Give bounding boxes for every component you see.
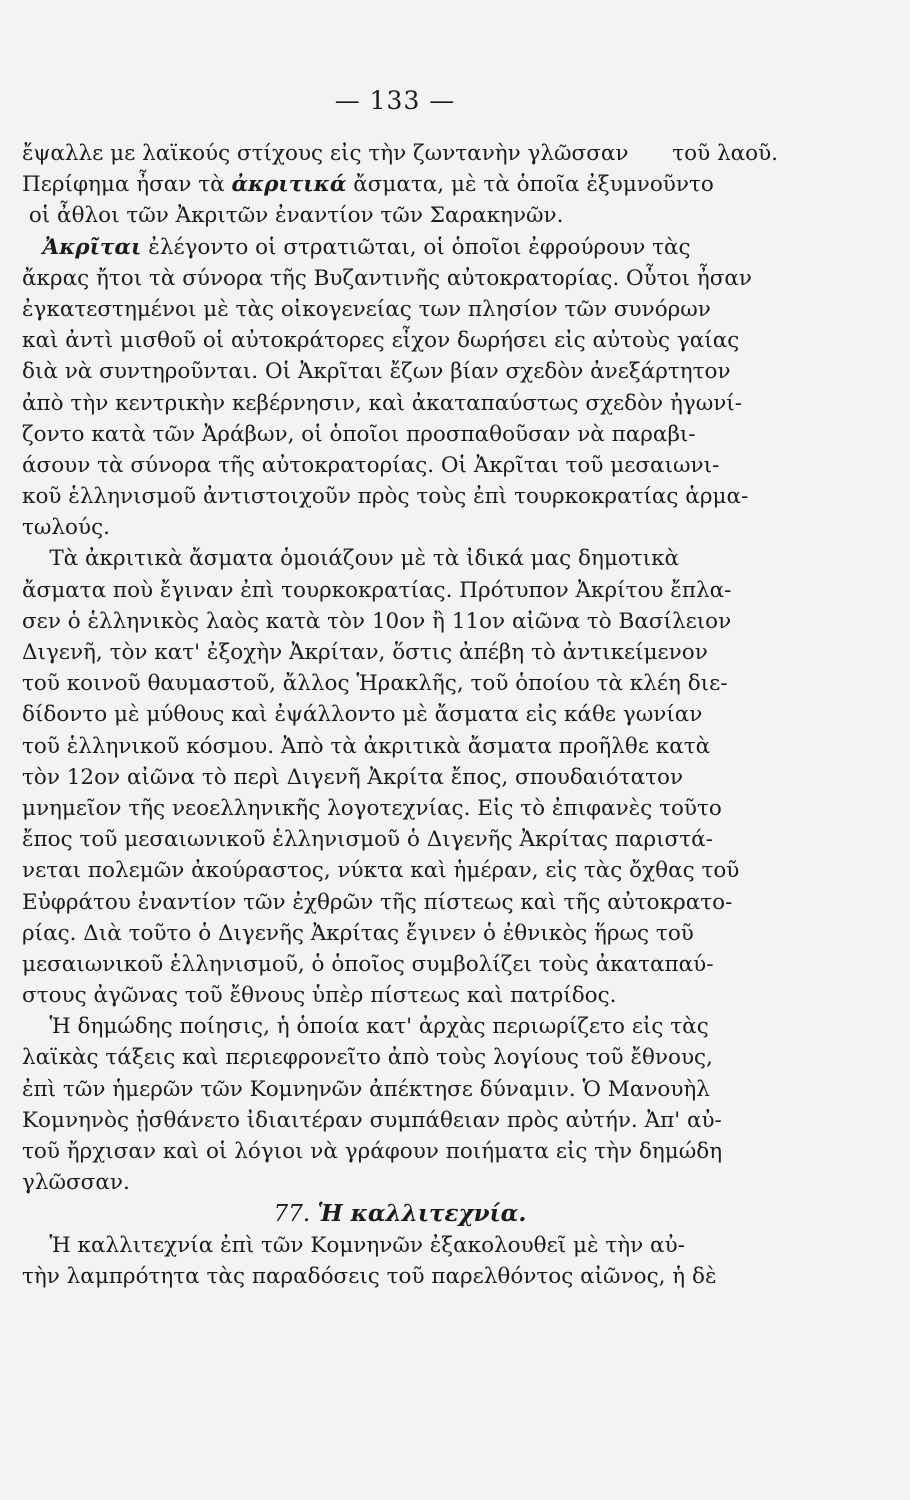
text-line: Κομνηνὸς ᾐσθάνετο ἰδιαιτέραν συμπάθειαν πρὸς αὐτήν. Ἀπ' αὐ- [22, 1107, 722, 1133]
text-line: μεσαιωνικοῦ ἑλληνισμοῦ, ὁ ὁποῖος συμβολίζει τοὺς ἀκαταπαύ- [22, 951, 714, 977]
text-line: Ἀκρῖται ἐλέγοντο οἱ στρατιῶται, οἱ ὁποῖοι ἐφρούρουν τὰς [42, 234, 691, 260]
section-title: Ἡ καλλιτεχνία. [317, 1200, 527, 1228]
text-line: ἄκρας ἤτοι τὰ σύνορα τῆς Βυζαντινῆς αὐτοκρατορίας. Οὗτοι ἦσαν [22, 265, 752, 291]
text-line: στους ἀγῶνας τοῦ ἔθνους ὑπὲρ πίστεως καὶ πατρίδος. [22, 983, 617, 1009]
emphasis-term: Ἀκρῖται [42, 234, 142, 260]
text-line: νεται πολεμῶν ἀκούραστος, νύκτα καὶ ἡμέραν, εἰς τὰς ὄχθας τοῦ [22, 858, 740, 884]
text-line: ρίας. Διὰ τοῦτο ὁ Διγενῆς Ἀκρίτας ἔγινεν ὁ ἐθνικὸς ἥρως τοῦ [22, 920, 694, 946]
text-line: ἀπὸ τὴν κεντρικὴν κεβέρνησιν, καὶ ἀκαταπαύστως σχεδὸν ἠγωνί- [22, 390, 742, 416]
text-line: ζοντο κατὰ τῶν Ἀράβων, οἱ ὁποῖοι προσπαθοῦσαν νὰ παραβι- [22, 421, 696, 447]
text-line: ἔπος τοῦ μεσαιωνικοῦ ἑλληνισμοῦ ὁ Διγενῆς Ἀκρίτας παριστά- [22, 827, 713, 853]
section-number: 77. [273, 1201, 311, 1228]
text-line: σεν ὁ ἑλληνικὸς λαὸς κατὰ τὸν 10ον ἢ 11ον αἰῶνα τὸ Βασίλειον [22, 608, 732, 634]
text-line: Ἡ δημώδης ποίησις, ἡ ὁποία κατ' ἀρχὰς περιωρίζετο εἰς τὰς [49, 1014, 709, 1040]
text-line: τοῦ κοινοῦ θαυμαστοῦ, ἄλλος Ἡρακλῆς, τοῦ ὁποίου τὰ κλέη διε- [22, 671, 728, 697]
text-line: καὶ ἀντὶ μισθοῦ οἱ αὐτοκράτορες εἶχον δωρήσει εἰς αὐτοὺς γαίας [22, 328, 740, 354]
text-line: Διγενῆ, τὸν κατ' ἐξοχὴν Ἀκρίταν, ὅστις ἀπέβη τὸ ἀντικείμενον [22, 640, 708, 665]
text-line: τὸν 12ον αἰῶνα τὸ περὶ Διγενῆ Ἀκρίτα ἔπος, σπουδαιότατον [22, 764, 684, 790]
text-line: διὰ νὰ συντηροῦνται. Οἱ Ἀκρῖται ἔζων βίαν σχεδὸν ἀνεξάρτητον [22, 359, 731, 385]
text-line: άσουν τὰ σύνορα τῆς αὐτοκρατορίας. Οἱ Ἀκρῖται τοῦ μεσαιωνι- [22, 452, 720, 478]
body-text [22, 138, 778, 1292]
text-line: τωλούς. [22, 515, 110, 541]
text-line: λαϊκὰς τάξεις καὶ περιεφρονεῖτο ἀπὸ τοὺς λογίους τοῦ ἔθνους, [22, 1045, 713, 1071]
text-line: δίδοντο μὲ μύθους καὶ ἐψάλλοντο μὲ ἄσματα εἰς κάθε γωνίαν [22, 702, 703, 728]
text-line: κοῦ ἑλληνισμοῦ ἀντιστοιχοῦν πρὸς τοὺς ἐπὶ τουρκοκρατίας ἁρμα- [22, 484, 749, 510]
section-heading [22, 1198, 778, 1229]
text-line: ἐπὶ τῶν ἡμερῶν τῶν Κομνηνῶν ἀπέκτησε δύναμιν. Ὁ Μανουὴλ [22, 1076, 710, 1102]
text-line: Ἡ καλλιτεχνία ἐπὶ τῶν Κομνηνῶν ἐξακολουθεῖ μὲ τὴν αὐ- [49, 1232, 685, 1258]
text-line: γλῶσσαν. [22, 1170, 130, 1196]
text-line: οἱ ἆθλοι τῶν Ἀκριτῶν ἐναντίον τῶν Σαρακηνῶν. [28, 203, 564, 229]
text-line: τὴν λαμπρότητα τὰς παραδόσεις τοῦ παρελθόντος αἰῶνος, ἡ δὲ [22, 1263, 717, 1289]
text-line: τοῦ ἤρχισαν καὶ οἱ λόγιοι νὰ γράφουν ποιήματα εἰς τὴν δημώδη [22, 1139, 723, 1164]
text-line: Εὐφράτου ἐναντίον τῶν ἐχθρῶν τῆς πίστεως καὶ τῆς αὐτοκρατο- [22, 889, 733, 915]
emphasis-term: ἀκριτικά [231, 172, 347, 198]
text-line: ἔψαλλε με λαϊκούς στίχους εἰς τὴν ζωντανὴν γλῶσσαν τοῦ λαοῦ. [22, 141, 778, 166]
page-number: — 133 — [334, 86, 456, 115]
text-line: Τὰ ἀκριτικὰ ἄσματα ὁμοιάζουν μὲ τὰ ἰδικά μας δημοτικὰ [49, 546, 680, 572]
text-line: τοῦ ἑλληνικοῦ κόσμου. Ἀπὸ τὰ ἀκριτικὰ ἄσματα προῆλθε κατὰ [22, 733, 711, 759]
text-line: ἄσματα ποὺ ἔγιναν ἐπὶ τουρκοκρατίας. Πρότυπον Ἀκρίτου ἔπλα- [22, 577, 732, 603]
text-line: μνημεῖον τῆς νεοελληνικῆς λογοτεχνίας. Εἰς τὸ ἐπιφανὲς τοῦτο [22, 795, 722, 821]
text-line: ἐγκατεστημένοι μὲ τὰς οἰκογενείας των πλησίον τῶν συνόρων [22, 296, 711, 322]
text-line: Περίφημα ἦσαν τὰ ἀκριτικά ἄσματα, μὲ τὰ ὁποῖα ἐξυμνοῦντο [22, 172, 714, 198]
